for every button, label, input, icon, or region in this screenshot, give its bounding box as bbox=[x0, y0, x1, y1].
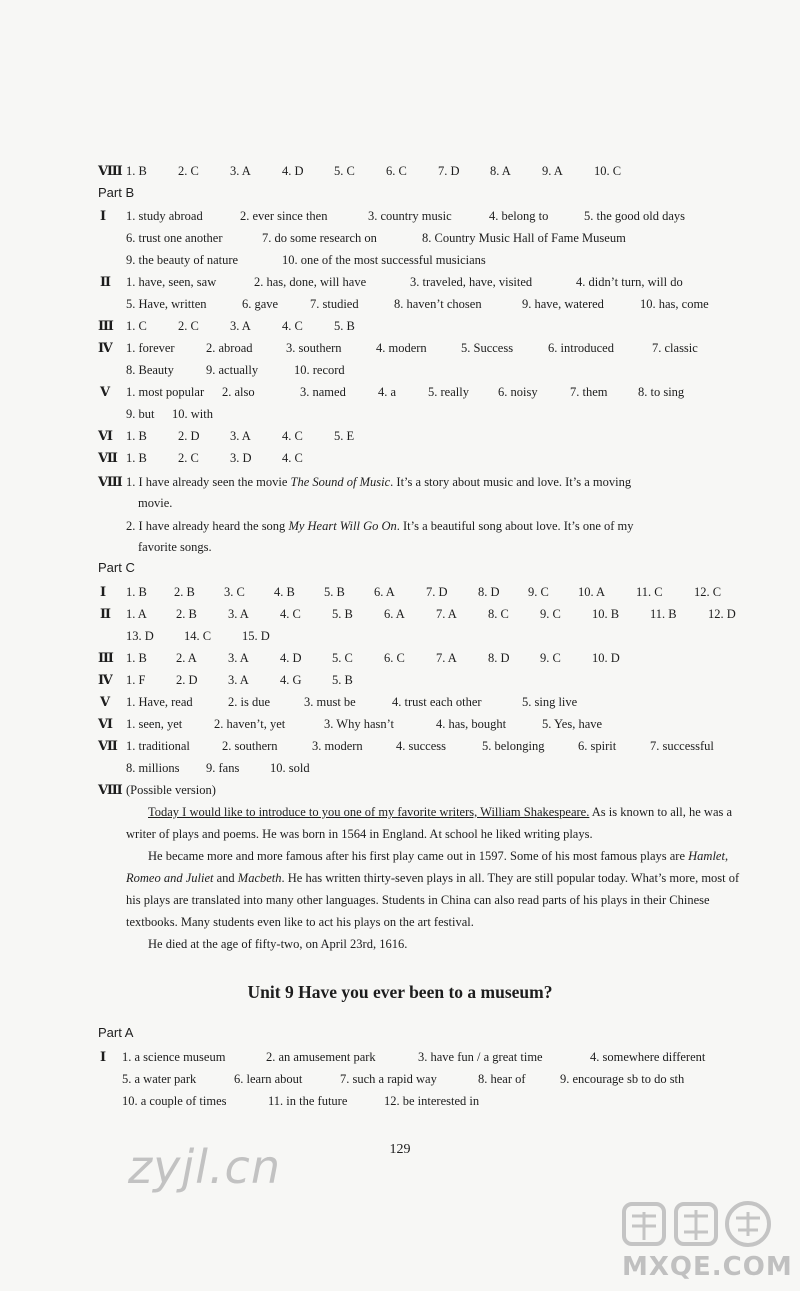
answer-item: 4. success bbox=[396, 739, 446, 753]
answer-item: 3. named bbox=[300, 385, 346, 399]
answer-item: 4. didn’t turn, will do bbox=[576, 275, 683, 289]
answer-item: 6. introduced bbox=[548, 341, 614, 355]
answer-item: 3. A bbox=[228, 651, 249, 665]
answer-item: 4. B bbox=[274, 585, 295, 599]
answer-item: 5. sing live bbox=[522, 695, 578, 709]
section-number: Ⅰ bbox=[100, 208, 107, 223]
answer-item: 4. somewhere different bbox=[590, 1050, 706, 1064]
answer-item: 8. millions bbox=[126, 761, 180, 775]
answer-item: 7. A bbox=[436, 651, 457, 665]
answer-item: 7. such a rapid way bbox=[340, 1072, 437, 1086]
answer-item: 3. A bbox=[230, 429, 251, 443]
answer-item: 10. C bbox=[594, 164, 622, 178]
section-number: Ⅳ bbox=[98, 672, 113, 687]
section-number: Ⅰ bbox=[100, 584, 107, 599]
answer-item: 8. Country Music Hall of Fame Museum bbox=[422, 231, 626, 245]
sentence-text: 2. I have already heard the song bbox=[126, 519, 289, 533]
section-number: Ⅴ bbox=[100, 694, 111, 709]
play-title: Macbeth bbox=[237, 871, 282, 885]
essay-text: and bbox=[213, 871, 238, 885]
answer-item: 3. traveled, have, visited bbox=[410, 275, 533, 289]
answer-item: 3. A bbox=[230, 319, 251, 333]
answer-item: 2. D bbox=[178, 429, 200, 443]
page-number: 129 bbox=[389, 1142, 411, 1157]
answer-item: 8. hear of bbox=[478, 1072, 526, 1086]
answer-item: 1. most popular bbox=[126, 385, 205, 399]
answer-item: 4. C bbox=[282, 451, 303, 465]
essay-text: As is known to all, he was a writer of plays and poems. He was born in 1564 in England. At school he liked writing plays. bbox=[126, 805, 733, 841]
answer-item: 6. A bbox=[374, 585, 395, 599]
answer-item: 9. the beauty of nature bbox=[126, 253, 239, 267]
answer-item: 5. B bbox=[332, 607, 353, 621]
section-number: Ⅵ bbox=[98, 428, 113, 443]
answer-item: 5. belonging bbox=[482, 739, 545, 753]
answer-item: 11. B bbox=[650, 607, 677, 621]
answer-item: 3. D bbox=[230, 451, 252, 465]
answer-item: 2. C bbox=[178, 164, 199, 178]
answer-item: 11. C bbox=[636, 585, 663, 599]
answer-item: 4. D bbox=[282, 164, 304, 178]
section-number: Ⅰ bbox=[100, 1049, 107, 1064]
answer-item: 2. an amusement park bbox=[266, 1050, 376, 1064]
answer-item: 7. them bbox=[570, 385, 608, 399]
answer-item: 3. southern bbox=[286, 341, 342, 355]
answer-item: 9. but bbox=[126, 407, 155, 421]
answer-item: 5. C bbox=[332, 651, 353, 665]
answer-item: 2. haven’t, yet bbox=[214, 717, 286, 731]
answer-item: 7. classic bbox=[652, 341, 698, 355]
answer-item: 5. Yes, have bbox=[542, 717, 603, 731]
answer-item: 10. B bbox=[592, 607, 620, 621]
answer-item: 3. have fun / a great time bbox=[418, 1050, 543, 1064]
answer-item: 14. C bbox=[184, 629, 212, 643]
answer-item: 1. C bbox=[126, 319, 147, 333]
section-number: Ⅷ bbox=[98, 782, 123, 797]
answer-item: 8. haven’t chosen bbox=[394, 297, 482, 311]
answer-item: 11. in the future bbox=[268, 1094, 348, 1108]
essay-paragraph-2 bbox=[126, 845, 742, 933]
answer-item: 3. modern bbox=[312, 739, 363, 753]
answer-item: 9. C bbox=[540, 651, 561, 665]
sentence-1-cont: movie. bbox=[138, 496, 173, 510]
answer-item: 5. B bbox=[334, 319, 355, 333]
watermark-seal-icon bbox=[618, 1200, 778, 1248]
answer-item: 1. seen, yet bbox=[126, 717, 183, 731]
section-number: Ⅱ bbox=[100, 606, 111, 621]
answer-item: 3. A bbox=[230, 164, 251, 178]
section-number: Ⅶ bbox=[98, 738, 118, 753]
answer-item: 2. also bbox=[222, 385, 255, 399]
sentence-text: . It’s a story about music and love. It’s a moving bbox=[390, 475, 632, 489]
section-number: Ⅵ bbox=[98, 716, 113, 731]
essay-text: . He has written thirty-seven plays in all. They are still popular today. What’s more, most of his plays are translated into many other languages. Students in China can also read parts of his plays in their Chinese textbooks. Many students even like to act his plays on the art festival. bbox=[126, 871, 740, 929]
song-title: My Heart Will Go On bbox=[288, 519, 397, 533]
part-heading: Part A bbox=[98, 1025, 134, 1040]
answer-item: 2. B bbox=[174, 585, 195, 599]
answer-item: 7. successful bbox=[650, 739, 714, 753]
part-heading: Part B bbox=[98, 185, 135, 200]
answer-item: 8. D bbox=[488, 651, 510, 665]
play-title: Romeo and Juliet bbox=[126, 871, 214, 885]
answer-item: 8. to sing bbox=[638, 385, 685, 399]
answer-item: 1. B bbox=[126, 585, 147, 599]
answer-item: 5. a water park bbox=[122, 1072, 197, 1086]
answer-item: 1. B bbox=[126, 451, 147, 465]
answer-item: 7. D bbox=[438, 164, 460, 178]
answer-item: 7. A bbox=[436, 607, 457, 621]
answer-item: 2. is due bbox=[228, 695, 271, 709]
answer-item: 10. sold bbox=[270, 761, 310, 775]
answer-item: 5. B bbox=[324, 585, 345, 599]
answer-item: 5. Have, written bbox=[126, 297, 207, 311]
answer-item: 5. B bbox=[332, 673, 353, 687]
answer-item: 8. Beauty bbox=[126, 363, 174, 377]
unit-title: Unit 9 Have you ever been to a museum? bbox=[247, 982, 553, 1002]
answer-item: 7. studied bbox=[310, 297, 359, 311]
answer-item: 13. D bbox=[126, 629, 154, 643]
answer-item: 10. one of the most successful musicians bbox=[282, 253, 486, 267]
answer-item: 6. gave bbox=[242, 297, 279, 311]
answer-item: 5. E bbox=[334, 429, 355, 443]
answer-item: 1. a science museum bbox=[122, 1050, 226, 1064]
answer-item: 1. A bbox=[126, 607, 147, 621]
answer-item: 4. has, bought bbox=[436, 717, 507, 731]
answer-item: 1. forever bbox=[126, 341, 175, 355]
answer-item: 4. trust each other bbox=[392, 695, 482, 709]
underlined-sentence: Today I would like to introduce to you one of my favorite writers, William Shakespeare. bbox=[148, 805, 590, 819]
answer-item: 1. traditional bbox=[126, 739, 190, 753]
section-number: Ⅶ bbox=[98, 450, 118, 465]
answer-item: 5. Success bbox=[461, 341, 514, 355]
answer-item: 9. encourage sb to do sth bbox=[560, 1072, 685, 1086]
answer-item: 1. B bbox=[126, 429, 147, 443]
answer-item: 6. spirit bbox=[578, 739, 617, 753]
answer-item: 1. F bbox=[126, 673, 146, 687]
movie-title: The Sound of Music bbox=[290, 475, 391, 489]
answer-item: 6. C bbox=[386, 164, 407, 178]
answer-item: 10. with bbox=[172, 407, 213, 421]
answer-item: 2. B bbox=[176, 607, 197, 621]
answer-item: 2. ever since then bbox=[240, 209, 328, 223]
answer-item: 3. A bbox=[228, 607, 249, 621]
answer-item: 6. C bbox=[384, 651, 405, 665]
answer-item: 10. has, come bbox=[640, 297, 709, 311]
answer-item: 12. be interested in bbox=[384, 1094, 480, 1108]
answer-item: 8. D bbox=[478, 585, 500, 599]
answer-item: 9. C bbox=[528, 585, 549, 599]
watermark-logo-right: MXQE.COM bbox=[622, 1252, 793, 1282]
essay-text: He became more and more famous after his first play came out in 1597. Some of his most famous plays are bbox=[148, 849, 689, 863]
section-number: Ⅷ bbox=[98, 474, 123, 489]
answer-item: 3. C bbox=[224, 585, 245, 599]
answer-item: 10. D bbox=[592, 651, 620, 665]
answer-item: 7. do some research on bbox=[262, 231, 377, 245]
answer-item: 4. a bbox=[378, 385, 397, 399]
answer-item: 8. C bbox=[488, 607, 509, 621]
answer-item: 2. C bbox=[178, 451, 199, 465]
answer-item: 9. actually bbox=[206, 363, 259, 377]
answer-item: 6. noisy bbox=[498, 385, 538, 399]
answer-item: 3. must be bbox=[304, 695, 356, 709]
answer-item: 5. C bbox=[334, 164, 355, 178]
part-heading: Part C bbox=[98, 560, 135, 575]
answer-item: 2. A bbox=[176, 651, 197, 665]
sentence-text: . It’s a beautiful song about love. It’s one of my bbox=[396, 519, 634, 533]
answer-item: 2. D bbox=[176, 673, 198, 687]
answer-item: 9. have, watered bbox=[522, 297, 604, 311]
answer-item: 4. G bbox=[280, 673, 302, 687]
play-title: Hamlet bbox=[688, 849, 725, 863]
watermark-logo-left: zyjl.cn bbox=[128, 1140, 281, 1194]
answer-item: 6. A bbox=[384, 607, 405, 621]
answer-item: 1. study abroad bbox=[126, 209, 203, 223]
answer-item: 3. country music bbox=[368, 209, 452, 223]
sentence-text: 1. I have already seen the movie bbox=[126, 475, 291, 489]
answer-item: 8. A bbox=[490, 164, 511, 178]
section-number: Ⅲ bbox=[98, 650, 114, 665]
answer-item: 5. the good old days bbox=[584, 209, 686, 223]
section-number: Ⅱ bbox=[100, 274, 111, 289]
answer-item: 10. record bbox=[294, 363, 345, 377]
answer-item: 9. A bbox=[542, 164, 563, 178]
answer-item: 9. fans bbox=[206, 761, 240, 775]
answer-item: 12. D bbox=[708, 607, 736, 621]
answer-item: 6. trust one another bbox=[126, 231, 223, 245]
answer-item: 12. C bbox=[694, 585, 722, 599]
answer-item: 4. C bbox=[282, 429, 303, 443]
section-number: Ⅴ bbox=[100, 384, 111, 399]
answer-item: 1. B bbox=[126, 164, 147, 178]
section-number: Ⅳ bbox=[98, 340, 113, 355]
answer-item: 3. Why hasn’t bbox=[324, 717, 395, 731]
section-number: Ⅷ bbox=[98, 163, 123, 178]
answer-item: 4. D bbox=[280, 651, 302, 665]
possible-version-label: (Possible version) bbox=[126, 783, 216, 797]
answer-item: 1. B bbox=[126, 651, 147, 665]
sentence-2 bbox=[126, 518, 634, 534]
answer-item: 15. D bbox=[242, 629, 270, 643]
answer-item: 4. belong to bbox=[489, 209, 549, 223]
essay-paragraph-1 bbox=[126, 801, 742, 845]
answer-item: 4. modern bbox=[376, 341, 427, 355]
answer-item: 2. abroad bbox=[206, 341, 253, 355]
sentence-2-cont: favorite songs. bbox=[138, 540, 212, 554]
answer-item: 6. learn about bbox=[234, 1072, 303, 1086]
answer-item: 5. really bbox=[428, 385, 469, 399]
answer-item: 10. a couple of times bbox=[122, 1094, 227, 1108]
answer-item: 4. C bbox=[282, 319, 303, 333]
answer-item: 7. D bbox=[426, 585, 448, 599]
sentence-1 bbox=[126, 474, 631, 490]
answer-item: 2. C bbox=[178, 319, 199, 333]
answer-item: 10. A bbox=[578, 585, 606, 599]
answer-item: 3. A bbox=[228, 673, 249, 687]
answer-item: 2. southern bbox=[222, 739, 278, 753]
answer-item: 9. C bbox=[540, 607, 561, 621]
section-number: Ⅲ bbox=[98, 318, 114, 333]
essay-paragraph-3: He died at the age of fifty-two, on April 23rd, 1616. bbox=[148, 937, 408, 951]
answer-item: 4. C bbox=[280, 607, 301, 621]
answer-item: 1. Have, read bbox=[126, 695, 193, 709]
answer-item: 1. have, seen, saw bbox=[126, 275, 217, 289]
essay-text: , bbox=[724, 849, 729, 863]
answer-item: 2. has, done, will have bbox=[254, 275, 367, 289]
